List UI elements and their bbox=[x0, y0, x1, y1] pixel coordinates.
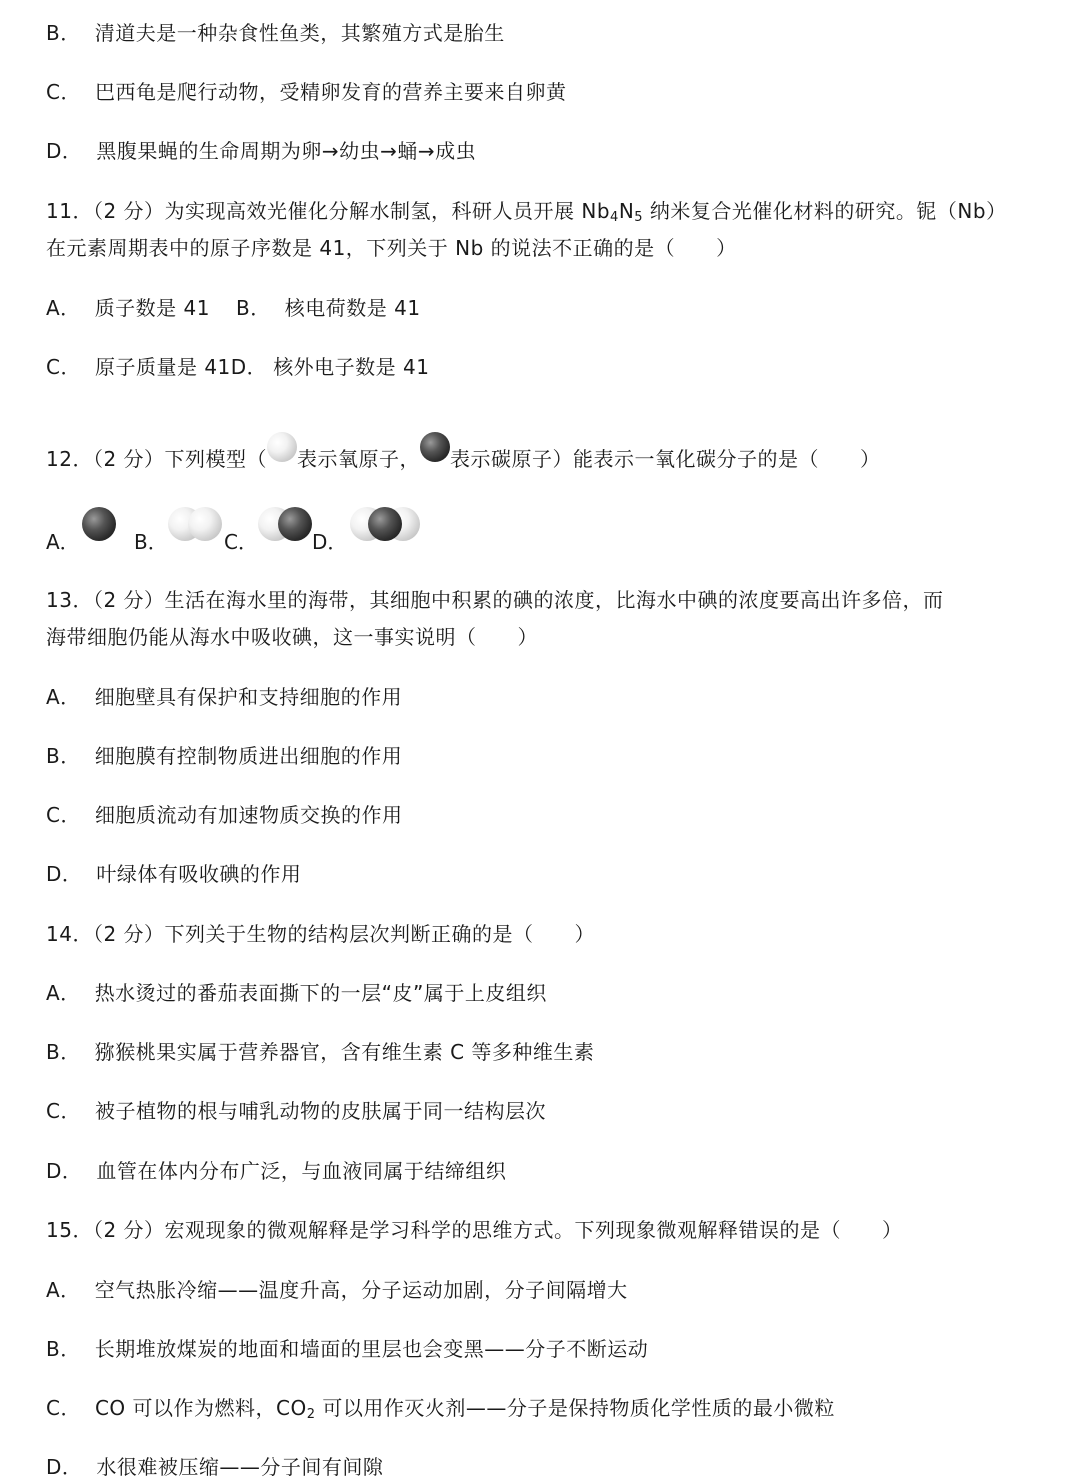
q15-option-d bbox=[46, 1452, 383, 1482]
q11-stem-line1 bbox=[46, 196, 1007, 226]
option-label: B． bbox=[46, 21, 81, 45]
carbon-atom-icon bbox=[368, 507, 402, 541]
option-label: D． bbox=[46, 1159, 83, 1183]
option-label: B． bbox=[46, 1040, 81, 1064]
option-label: B． bbox=[134, 530, 168, 554]
option-text: 核外电子数是 41 bbox=[273, 355, 430, 379]
option-label: C． bbox=[46, 355, 81, 379]
option-text: 空气热胀冷缩——温度升高，分子运动加剧，分子间隔增大 bbox=[94, 1278, 628, 1302]
option-text: 黑腹果蝇的生命周期为卵→幼虫→蛹→成虫 bbox=[96, 139, 477, 163]
q11-options-cd bbox=[46, 352, 430, 382]
option-text: 血管在体内分布广泛，与血液同属于结缔组织 bbox=[96, 1159, 507, 1183]
option-text: 细胞质流动有加速物质交换的作用 bbox=[94, 803, 403, 827]
q12-stem bbox=[46, 432, 881, 474]
option-label: C． bbox=[46, 1099, 81, 1123]
option-label: A． bbox=[46, 981, 81, 1005]
q15-stem: 15．（2 分）宏观现象的微观解释是学习科学的思维方式。下列现象微观解释错误的是（ ） bbox=[46, 1218, 903, 1242]
option-text: 清道夫是一种杂食性鱼类，其繁殖方式是胎生 bbox=[94, 21, 505, 45]
carbon-atom-icon bbox=[278, 507, 312, 541]
q14-option-c bbox=[46, 1096, 546, 1126]
q13-option-c bbox=[46, 800, 402, 830]
option-label: B． bbox=[46, 744, 81, 768]
q10-option-c bbox=[46, 77, 566, 107]
subscript: 2 bbox=[306, 1407, 316, 1422]
option-text: 细胞壁具有保护和支持细胞的作用 bbox=[94, 685, 403, 709]
model-d-oxygen-carbon-oxygen bbox=[350, 507, 420, 543]
option-label: C． bbox=[46, 80, 81, 104]
q10-option-b bbox=[46, 18, 505, 48]
model-c-oxygen-carbon bbox=[258, 507, 310, 543]
subscript: 5 bbox=[634, 210, 644, 225]
model-a-single-carbon bbox=[82, 507, 116, 543]
q11-stem-text: 纳米复合光催化材料的研究。铌（Nb） bbox=[643, 199, 1007, 223]
option-label: D． bbox=[46, 1455, 83, 1479]
oxygen-atom-icon bbox=[267, 432, 297, 462]
q13-stem-line2: 海带细胞仍能从海水中吸收碘，这一事实说明（ ） bbox=[46, 625, 538, 649]
carbon-atom-icon bbox=[420, 432, 450, 462]
option-label: D． bbox=[46, 139, 83, 163]
option-label: A． bbox=[46, 530, 80, 554]
q14-option-b bbox=[46, 1037, 594, 1067]
option-label: D． bbox=[230, 355, 268, 379]
option-text: 叶绿体有吸收碘的作用 bbox=[96, 862, 302, 886]
option-text: 热水烫过的番茄表面撕下的一层“皮”属于上皮组织 bbox=[94, 981, 547, 1005]
option-text: 巴西龟是爬行动物，受精卵发育的营养主要来自卵黄 bbox=[94, 80, 567, 104]
q15-option-b bbox=[46, 1334, 648, 1364]
option-label: B． bbox=[236, 296, 271, 320]
option-text: 核电荷数是 41 bbox=[284, 296, 421, 320]
option-text: CO 可以作为燃料，CO bbox=[94, 1396, 307, 1420]
option-text: 长期堆放煤炭的地面和墙面的里层也会变黑——分子不断运动 bbox=[94, 1337, 649, 1361]
q14-stem: 14．（2 分）下列关于生物的结构层次判断正确的是（ ） bbox=[46, 922, 596, 946]
q15-option-a bbox=[46, 1275, 628, 1305]
option-label: C． bbox=[224, 530, 258, 554]
option-text: 可以用作灭火剂——分子是保持物质化学性质的最小微粒 bbox=[315, 1396, 835, 1420]
option-label: A． bbox=[46, 1278, 81, 1302]
option-text: 原子质量是 41 bbox=[94, 355, 231, 379]
option-label: D． bbox=[46, 862, 83, 886]
option-label: C． bbox=[46, 1396, 81, 1420]
q12-stem-text: 12．（2 分）下列模型（ bbox=[46, 447, 268, 471]
option-label: A． bbox=[46, 296, 81, 320]
option-text: 质子数是 41 bbox=[94, 296, 210, 320]
q13-option-b bbox=[46, 741, 402, 771]
option-label: C． bbox=[46, 803, 81, 827]
q13-stem-line1: 13．（2 分）生活在海水里的海带，其细胞中积累的碘的浓度，比海水中碘的浓度要高出许多倍，而 bbox=[46, 588, 944, 612]
q11-options-ab bbox=[46, 293, 421, 323]
q11-stem-line2: 在元素周期表中的原子序数是 41，下列关于 Nb 的说法不正确的是（ ） bbox=[46, 236, 737, 260]
option-text: 水很难被压缩——分子间有间隙 bbox=[96, 1455, 384, 1479]
option-text: 猕猴桃果实属于营养器官，含有维生素 C 等多种维生素 bbox=[94, 1040, 595, 1064]
subscript: 4 bbox=[610, 210, 619, 225]
q15-option-c bbox=[46, 1393, 835, 1423]
q10-option-d bbox=[46, 136, 476, 166]
option-label: D． bbox=[312, 530, 348, 554]
q12-stem-text: 表示氧原子， bbox=[297, 447, 421, 471]
oxygen-atom-icon bbox=[188, 507, 222, 541]
model-b-two-oxygen bbox=[168, 507, 220, 543]
option-text: 被子植物的根与哺乳动物的皮肤属于同一结构层次 bbox=[94, 1099, 546, 1123]
option-label: A． bbox=[46, 685, 81, 709]
q11-stem-text: N bbox=[618, 199, 635, 223]
q14-option-a bbox=[46, 978, 547, 1008]
q12-stem-text: 表示碳原子）能表示一氧化碳分子的是（ ） bbox=[450, 447, 881, 471]
carbon-atom-icon bbox=[82, 507, 116, 541]
option-label: B． bbox=[46, 1337, 81, 1361]
q13-option-d bbox=[46, 859, 301, 889]
q12-models bbox=[46, 505, 546, 555]
q14-option-d bbox=[46, 1156, 506, 1186]
q13-option-a bbox=[46, 682, 402, 712]
q11-stem-text: 11．（2 分）为实现高效光催化分解水制氢，科研人员开展 Nb bbox=[46, 199, 611, 223]
option-text: 细胞膜有控制物质进出细胞的作用 bbox=[94, 744, 403, 768]
